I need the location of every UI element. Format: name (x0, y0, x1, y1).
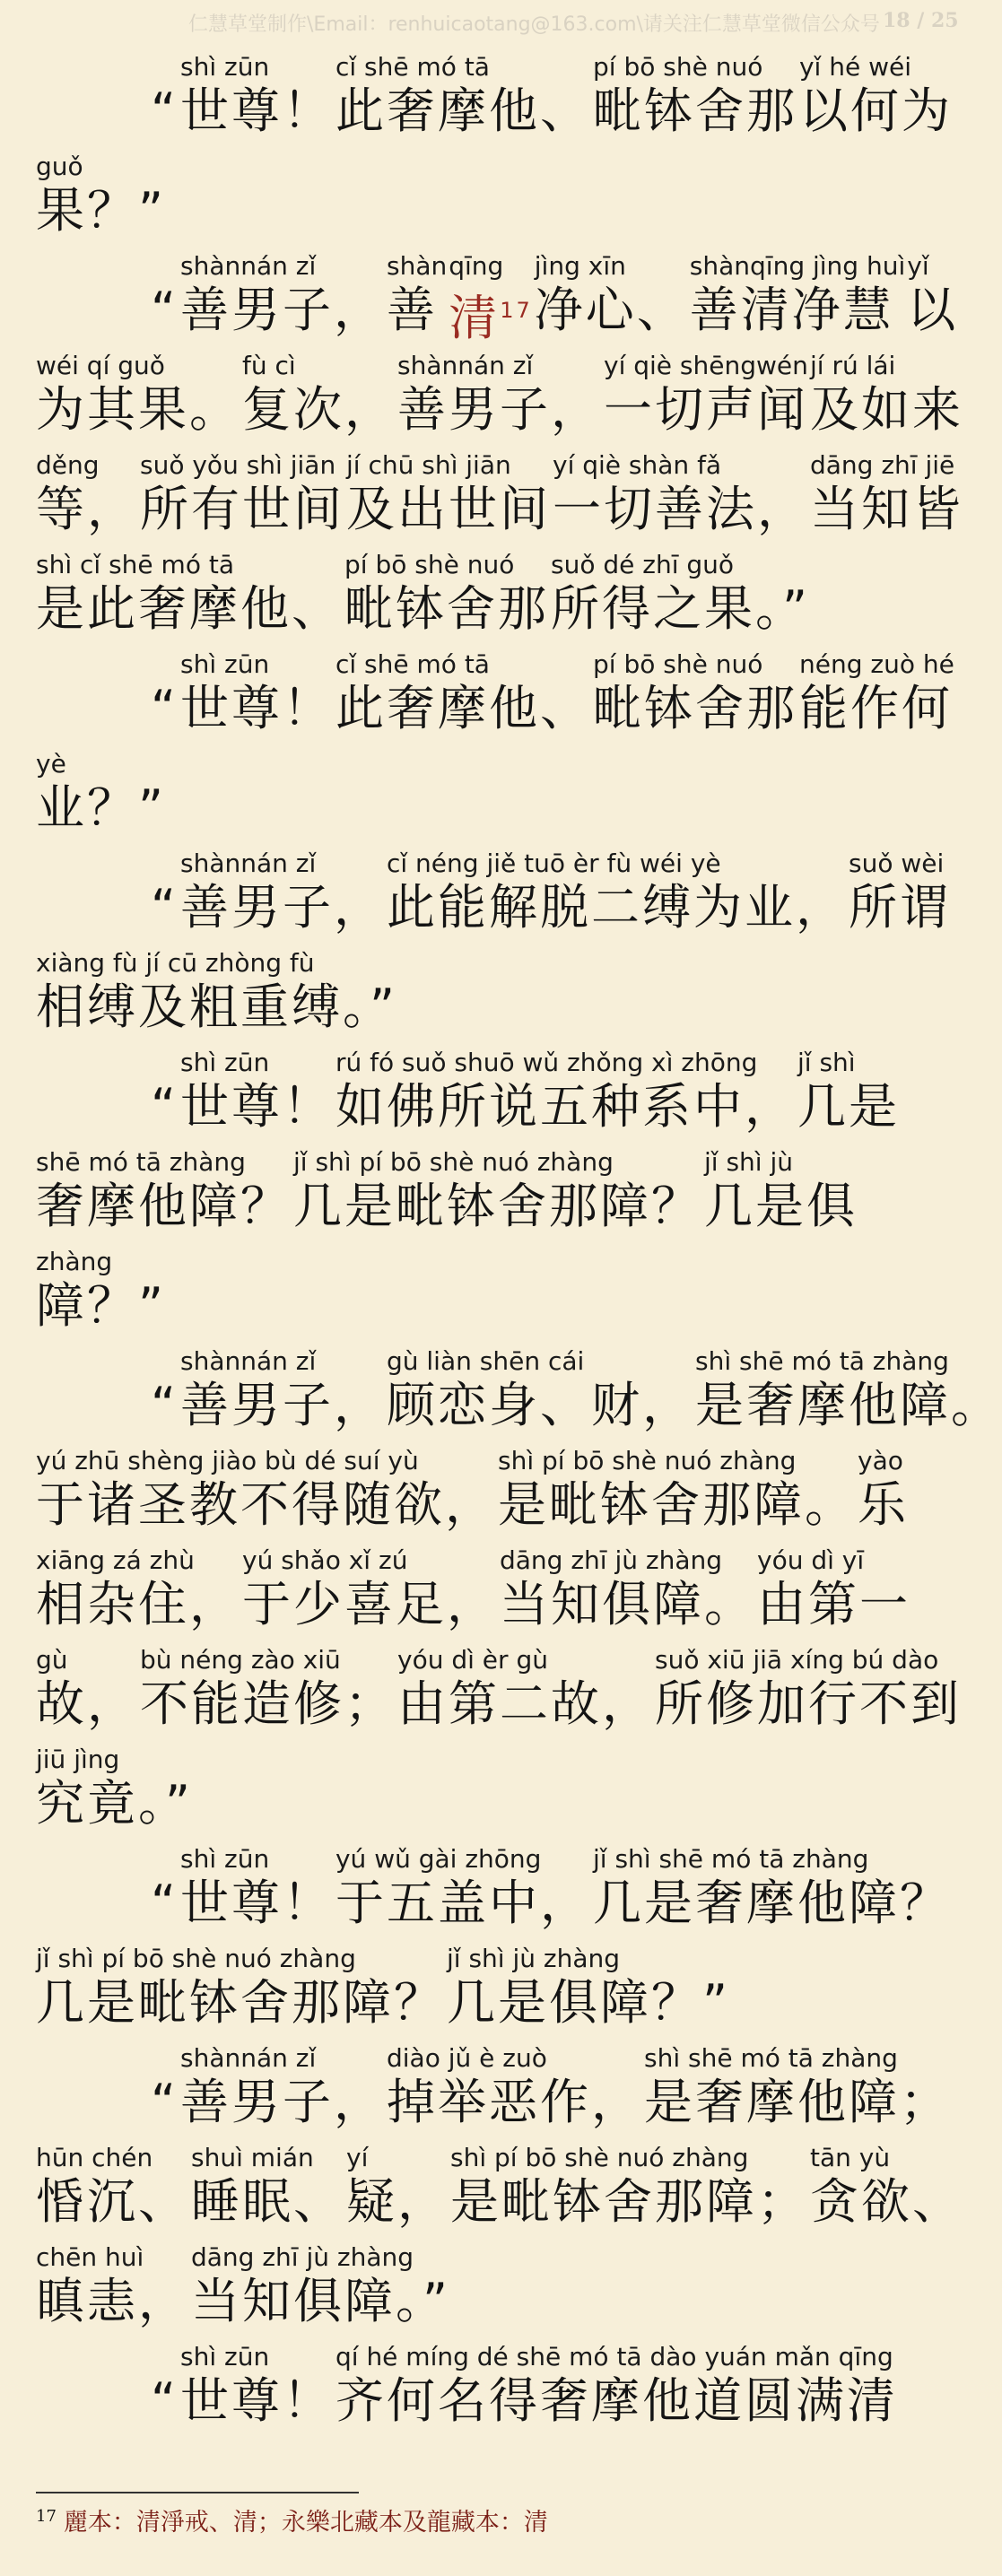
pinyin: chēn huì (36, 2242, 144, 2272)
pinyin: jiū jìng (36, 1745, 120, 1774)
ruby-segment (180, 1049, 334, 1136)
ruby-segment (151, 252, 179, 340)
hanzi: 复次， (242, 381, 396, 438)
pinyin: yú wǔ gài zhōng (335, 1844, 542, 1874)
ruby-segment (36, 1546, 240, 1634)
text-line (36, 2132, 963, 2232)
ruby-segment (293, 1148, 702, 1236)
hanzi: 以何为 (798, 83, 953, 139)
hanzi: “ (151, 282, 179, 338)
ruby-segment (810, 352, 963, 439)
pinyin: guǒ (36, 152, 83, 181)
ruby-segment (151, 53, 179, 141)
pinyin: gù (36, 1645, 68, 1675)
text-line (36, 1336, 1002, 1435)
pinyin: yí qiè shēngwén (604, 351, 808, 380)
hanzi: 掉举恶作， (386, 2074, 642, 2130)
text-line (36, 1734, 951, 1833)
pinyin: pí bō shè nuó (592, 52, 763, 82)
hanzi: 由第二故， (397, 1675, 653, 1732)
hanzi: 当知俱障。 (500, 1576, 755, 1632)
hanzi: 如佛所说五种系中， (335, 1078, 796, 1135)
pinyin: jǐ shì jù zhàng (447, 1944, 621, 1973)
ruby-segment (180, 1845, 334, 1933)
pinyin: cǐ shē mó tā (335, 52, 490, 82)
ruby-segment (36, 1148, 292, 1236)
footnote-ref[interactable]: 17 (500, 298, 533, 323)
pinyin: cǐ shē mó tā (335, 649, 490, 679)
pinyin: pí bō shè nuó (344, 550, 515, 579)
ruby-segment (242, 1546, 498, 1634)
pinyin: shì zūn (179, 2342, 270, 2371)
pinyin: shì cǐ shē mó tā (36, 550, 234, 579)
ruby-segment (191, 2243, 450, 2331)
pinyin: yào (858, 1446, 903, 1475)
hanzi: 清$^{17}$ (449, 290, 533, 346)
pinyin: shuì mián (191, 2143, 314, 2172)
ruby-segment (180, 650, 334, 738)
footnote-number: 17 (36, 2507, 57, 2526)
pinyin: jìng xīn (534, 251, 626, 281)
ruby-segment (695, 1347, 1002, 1435)
pinyin: yè (36, 749, 66, 779)
ruby-segment (604, 352, 808, 439)
hanzi: 几是俱 (704, 1178, 858, 1234)
ruby-segment (397, 352, 602, 439)
hanzi: 相缚及粗重缚。” (36, 979, 397, 1035)
hanzi: 所修加行不到 (655, 1675, 962, 1732)
pinyin: shàn (386, 251, 448, 281)
text-line (36, 1037, 951, 1136)
pinyin: yí (346, 2143, 369, 2172)
ruby-segment (797, 1049, 900, 1136)
pinyin: yú zhū shèng jiào bù dé suí yù (36, 1446, 419, 1475)
pinyin: jí chū shì jiān (346, 450, 511, 480)
pinyin: shì zūn (179, 649, 270, 679)
pinyin: shànnán zǐ (179, 251, 317, 281)
ruby-segment (593, 650, 797, 738)
ruby-segment (180, 252, 385, 340)
ruby-segment (500, 1546, 755, 1634)
pinyin: dāng zhī jiē (810, 450, 955, 480)
text-line (36, 1435, 951, 1535)
page-header (0, 5, 969, 41)
pinyin: suǒ dé zhī guǒ (551, 550, 735, 579)
hanzi: “ (151, 1078, 179, 1135)
hanzi: 世尊！ (179, 2372, 334, 2429)
hanzi: 毗钵舍那 (592, 83, 797, 139)
ruby-segment (655, 1646, 962, 1734)
hanzi: 及出世间 (346, 481, 551, 537)
ruby-segment (36, 1646, 138, 1734)
pinyin: diào jǔ è zuò (386, 2043, 547, 2073)
hanzi: 是毗钵舍那障； (450, 2173, 808, 2230)
text-line (36, 141, 951, 240)
ruby-segment (849, 849, 951, 937)
hanzi: 几是毗钵舍那障？ (36, 1974, 445, 2031)
ruby-segment (447, 1945, 730, 2032)
ruby-segment (36, 750, 166, 838)
text-line (36, 41, 951, 141)
pinyin: néng zuò hé (798, 649, 954, 679)
pinyin: yú shǎo xǐ zú (242, 1545, 408, 1575)
hanzi: 于五盖中， (335, 1875, 591, 1931)
ruby-segment (36, 1248, 166, 1336)
ruby-segment (36, 152, 166, 240)
pinyin: tān yù (810, 2143, 891, 2172)
footnote (36, 2502, 548, 2537)
pinyin: jǐ shì shē mó tā zhàng (592, 1844, 869, 1874)
pinyin: gù liàn shēn cái (386, 1346, 585, 1376)
pinyin: jǐ shì pí bō shè nuó zhàng (36, 1944, 356, 1973)
pinyin: fù cì (242, 351, 296, 380)
page-number: 18 / 25 (883, 9, 959, 32)
pinyin: shànnán zǐ (179, 1346, 317, 1376)
hanzi: 几是 (797, 1078, 900, 1135)
ruby-segment (36, 451, 138, 539)
hanzi: 疑， (346, 2173, 449, 2230)
ruby-segment (799, 650, 954, 738)
paragraph (36, 1833, 951, 2032)
hanzi: 是奢摩他障。 (694, 1377, 1002, 1433)
hanzi: 所得之果。” (551, 580, 810, 637)
pinyin: yóu dì yī (757, 1545, 865, 1575)
text-line (36, 738, 951, 838)
hanzi: 乐 (858, 1476, 909, 1533)
footnote-divider (36, 2492, 359, 2493)
hanzi: 于诸圣教不得随欲， (36, 1476, 496, 1533)
ruby-segment (551, 551, 810, 639)
hanzi: 世尊！ (179, 680, 334, 736)
hanzi: 善男子， (397, 381, 602, 438)
ruby-segment (498, 1447, 856, 1535)
hanzi: 毗钵舍那 (592, 680, 797, 736)
hanzi: 世尊！ (179, 83, 334, 139)
ruby-segment (180, 53, 334, 141)
paragraph (36, 1336, 1002, 1833)
text-line (36, 2232, 951, 2331)
ruby-segment (593, 53, 797, 141)
pinyin: rú fó suǒ shuō wǔ zhǒng xì zhōng (335, 1048, 758, 1077)
paragraph (36, 41, 951, 240)
pinyin: suǒ yǒu shì jiān (140, 450, 336, 480)
ruby-segment (449, 251, 533, 346)
pinyin: bù néng zào xiū (140, 1645, 341, 1675)
ruby-segment (36, 1447, 496, 1535)
hanzi: 所谓 (848, 879, 951, 936)
text-line (36, 2032, 951, 2132)
hanzi: 净心、 (534, 282, 688, 338)
pinyin: shì pí bō shè nuó zhàng (450, 2143, 749, 2172)
pinyin: jǐ shì (797, 1048, 856, 1077)
pinyin: xiàng fù jí cū zhòng fù (36, 948, 315, 978)
hanzi: “ (151, 83, 179, 139)
hanzi: 善男子， (179, 2074, 385, 2130)
hanzi: 由第一 (757, 1576, 911, 1632)
ruby-segment (140, 451, 344, 539)
pinyin: shì zūn (179, 1048, 270, 1077)
pinyin: xiāng zá zhù (36, 1545, 195, 1575)
paragraph (36, 1037, 951, 1336)
hanzi: 睡眠、 (191, 2173, 344, 2230)
hanzi: 善男子， (179, 879, 385, 936)
hanzi: “ (151, 680, 179, 736)
text-line (36, 838, 951, 937)
hanzi: 几是俱障？” (447, 1974, 730, 2031)
pinyin: shē mó tā zhàng (36, 1147, 246, 1177)
hanzi: 善 (386, 282, 438, 338)
hanzi: 能作何 (798, 680, 953, 736)
text-line (36, 1236, 951, 1336)
ruby-segment (757, 1546, 911, 1634)
hanzi: 善清净慧 (689, 282, 894, 338)
footnote-text: 麗本：清淨戒、清；永樂北藏本及龍藏本：清 (63, 2509, 548, 2537)
ruby-segment (387, 849, 847, 937)
ruby-segment (151, 1049, 179, 1136)
pinyin: shànnán zǐ (179, 849, 317, 878)
ruby-segment (180, 2343, 334, 2431)
ruby-segment (335, 2343, 898, 2431)
pinyin: shànqīng jìng huì (689, 251, 906, 281)
ruby-segment (151, 650, 179, 738)
scripture-text (36, 41, 1002, 2431)
pinyin: hūn chén (36, 2143, 153, 2172)
pinyin: shì shē mó tā zhàng (643, 2043, 898, 2073)
hanzi: 齐何名得奢摩他道圆满清 (335, 2372, 898, 2429)
paragraph (36, 2331, 951, 2431)
ruby-segment (907, 252, 958, 340)
text-line (36, 1634, 962, 1734)
ruby-segment (535, 252, 688, 340)
pinyin: yí qiè shàn fǎ (553, 450, 722, 480)
ruby-segment (335, 1049, 796, 1136)
pinyin: suǒ wèi (848, 849, 945, 878)
ruby-segment (151, 2343, 179, 2431)
pinyin: shì zūn (179, 52, 270, 82)
ruby-segment (191, 2144, 344, 2232)
ruby-segment (180, 2044, 385, 2132)
ruby-segment (387, 252, 447, 340)
ruby-segment (36, 2243, 189, 2331)
ruby-segment (858, 1447, 909, 1535)
ruby-segment (690, 252, 905, 340)
pinyin: dāng zhī jù zhàng (191, 2242, 414, 2272)
hanzi: 相杂住， (36, 1576, 240, 1632)
hanzi: 善男子， (179, 1377, 385, 1433)
header-credit: 仁慧草堂制作\Email：renhuicaotang@163.com\请关注仁慧草堂微信公众号 (188, 13, 880, 36)
hanzi: 不能造修； (140, 1675, 396, 1732)
paragraph (36, 2032, 963, 2331)
hanzi: 一切善法， (553, 481, 808, 537)
text-line (36, 1833, 951, 1933)
pinyin: jí rú lái (810, 351, 896, 380)
text-line (36, 2331, 951, 2431)
ruby-segment (346, 2144, 449, 2232)
hanzi: 所有世间 (140, 481, 344, 537)
hanzi: 此奢摩他、 (335, 83, 591, 139)
pinyin: pí bō shè nuó (592, 649, 763, 679)
paragraph (36, 639, 954, 838)
ruby-segment (799, 53, 953, 141)
pinyin: děng (36, 450, 100, 480)
ruby-segment (450, 2144, 808, 2232)
hanzi: 毗钵舍那 (344, 580, 549, 637)
pinyin: qí hé míng dé shē mó tā dào yuán mǎn qīng (335, 2342, 893, 2371)
hanzi: 以 (907, 282, 959, 338)
paragraph (36, 240, 963, 639)
ruby-segment (36, 352, 240, 439)
ruby-segment (810, 2144, 963, 2232)
text-line (36, 1136, 951, 1236)
pinyin: cǐ néng jiě tuō èr fù wéi yè (386, 849, 721, 878)
ruby-segment (346, 451, 551, 539)
pinyin: shànnán zǐ (397, 351, 534, 380)
ruby-segment (397, 1646, 653, 1734)
hanzi: “ (151, 1875, 179, 1931)
pinyin: yǐ (907, 251, 929, 281)
ruby-segment (593, 1845, 951, 1933)
hanzi: 于少喜足， (242, 1576, 498, 1632)
pinyin: shì pí bō shè nuó zhàng (498, 1446, 797, 1475)
ruby-segment (387, 2044, 642, 2132)
pinyin: zhàng (36, 1247, 113, 1276)
hanzi: 究竟。” (36, 1775, 193, 1832)
pinyin: qīng (449, 251, 504, 281)
hanzi: 障？” (36, 1277, 166, 1334)
pinyin: jǐ shì jù (704, 1147, 793, 1177)
hanzi: 当知皆 (810, 481, 963, 537)
hanzi: 瞋恚， (36, 2273, 189, 2329)
pinyin: jǐ shì pí bō shè nuó zhàng (293, 1147, 614, 1177)
ruby-segment (704, 1148, 858, 1236)
text-line (36, 240, 959, 346)
paragraph (36, 838, 951, 1037)
ruby-segment (644, 2044, 951, 2132)
hanzi: “ (151, 1377, 179, 1433)
hanzi: 善男子， (179, 282, 385, 338)
hanzi: 及如来 (810, 381, 963, 438)
ruby-segment (151, 1845, 179, 1933)
hanzi: 果？” (36, 182, 166, 239)
hanzi: 当知俱障。” (191, 2273, 450, 2329)
text-line (36, 937, 951, 1037)
hanzi: 是毗钵舍那障。 (498, 1476, 856, 1533)
pinyin: wéi qí guǒ (36, 351, 165, 380)
hanzi: 一切声闻 (604, 381, 808, 438)
hanzi: “ (151, 2074, 179, 2130)
ruby-segment (151, 2044, 179, 2132)
text-line (36, 1933, 951, 2032)
hanzi: 为其果。 (36, 381, 240, 438)
ruby-segment (344, 551, 549, 639)
hanzi: 几是奢摩他障？ (592, 1875, 951, 1931)
hanzi: 此奢摩他、 (335, 680, 591, 736)
text-line (36, 539, 951, 639)
hanzi: 等， (36, 481, 138, 537)
ruby-segment (36, 1945, 445, 2032)
hanzi: 顾恋身、财， (386, 1377, 693, 1433)
pinyin: yóu dì èr gù (397, 1645, 548, 1675)
ruby-segment (36, 551, 343, 639)
ruby-segment (151, 849, 179, 937)
ruby-segment (36, 949, 397, 1037)
hanzi: 惛沉、 (36, 2173, 189, 2230)
hanzi: 世尊！ (179, 1875, 334, 1931)
ruby-segment (140, 1646, 396, 1734)
hanzi: 世尊！ (179, 1078, 334, 1135)
text-line (36, 439, 963, 539)
ruby-segment (180, 849, 385, 937)
pinyin: shì shē mó tā zhàng (694, 1346, 949, 1376)
ruby-segment (335, 650, 591, 738)
ruby-segment (335, 53, 591, 141)
ruby-segment (36, 1745, 193, 1833)
ruby-segment (387, 1347, 693, 1435)
hanzi: 业？” (36, 779, 166, 836)
ruby-segment (335, 1845, 591, 1933)
text-line (36, 340, 963, 439)
pinyin: yǐ hé wéi (798, 52, 912, 82)
hanzi: 是奢摩他障； (643, 2074, 951, 2130)
pinyin: shànnán zǐ (179, 2043, 317, 2073)
hanzi: 几是毗钵舍那障？ (293, 1178, 702, 1234)
ruby-segment (242, 352, 396, 439)
pinyin: shì zūn (179, 1844, 270, 1874)
text-line (36, 639, 954, 738)
ruby-segment (36, 2144, 189, 2232)
hanzi: 故， (36, 1675, 138, 1732)
ruby-segment (151, 1347, 179, 1435)
pinyin: suǒ xiū jiā xíng bú dào (655, 1645, 939, 1675)
hanzi: “ (151, 879, 179, 936)
ruby-segment (180, 1347, 385, 1435)
hanzi: 是此奢摩他、 (36, 580, 343, 637)
ruby-segment (810, 451, 963, 539)
pinyin: dāng zhī jù zhàng (500, 1545, 723, 1575)
hanzi: 奢摩他障？ (36, 1178, 292, 1234)
hanzi: 贪欲、 (810, 2173, 963, 2230)
text-line (36, 1535, 951, 1634)
hanzi: 此能解脱二缚为业， (386, 879, 847, 936)
ruby-segment (553, 451, 808, 539)
hanzi: “ (151, 2372, 179, 2429)
